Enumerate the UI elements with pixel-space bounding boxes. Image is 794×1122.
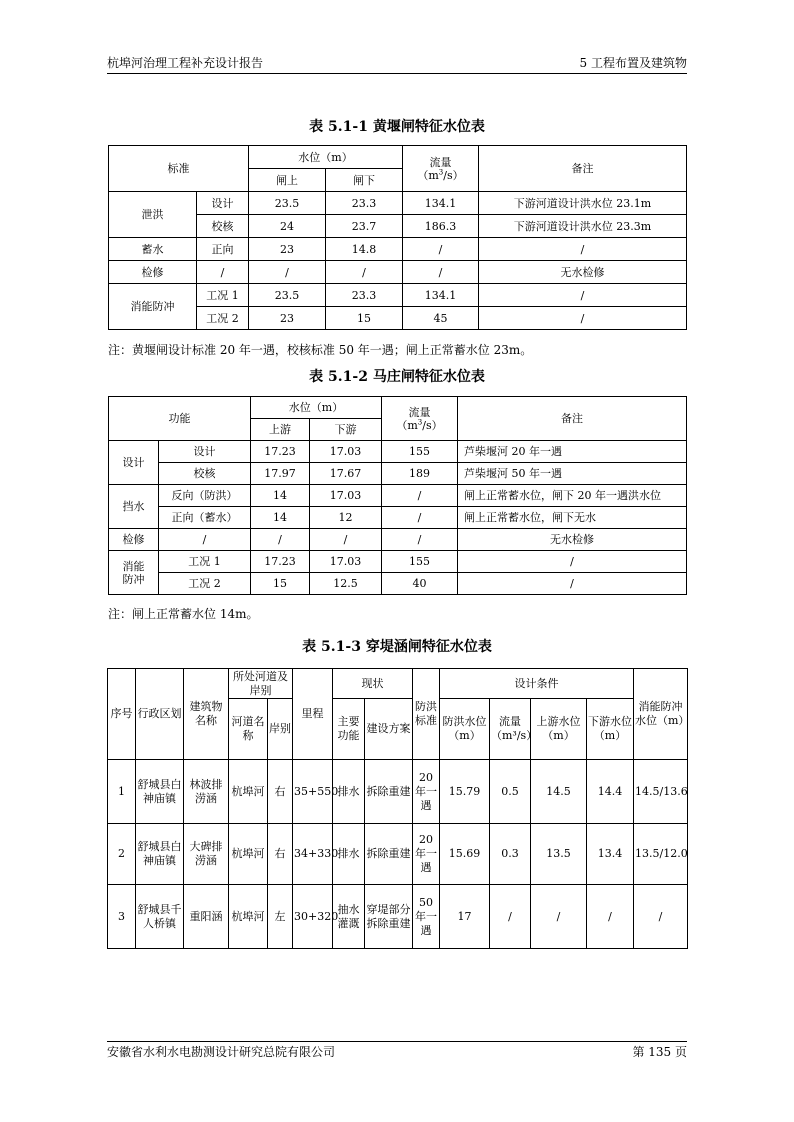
group-label: 消能防冲: [109, 284, 197, 330]
cell: 15.79: [440, 760, 490, 824]
header-flow: 流量（m³/s）: [490, 699, 531, 760]
cell: 闸上正常蓄水位，闸下 20 年一遇洪水位: [458, 485, 687, 507]
cell: 14: [251, 485, 310, 507]
cell: 45: [403, 307, 479, 330]
header-function: 功能: [109, 397, 251, 441]
table-mazhuang-sluice: [108, 396, 687, 595]
cell: 工况 2: [197, 307, 249, 330]
cell: 穿堤部分拆除重建: [365, 885, 413, 949]
group-label: 设计: [109, 441, 159, 485]
cell: 右: [268, 760, 293, 824]
cell: 舒城县白神庙镇: [136, 760, 184, 824]
cell: 工况 1: [159, 551, 251, 573]
header-standard: 标准: [109, 146, 249, 192]
header-flow: 流量 $(m^3/s)$: [403, 146, 479, 192]
cell: 15: [326, 307, 403, 330]
cell: /: [382, 529, 458, 551]
header-downstream: 下游: [310, 419, 382, 441]
cell: 23.7: [326, 215, 403, 238]
cell: 20年一遇: [413, 824, 440, 885]
cell: 芦柴堰河 20 年一遇: [458, 441, 687, 463]
cell: 17.03: [310, 551, 382, 573]
cell: 15: [251, 573, 310, 595]
cell: 40: [382, 573, 458, 595]
group-label: 检修: [109, 529, 159, 551]
cell: 134.1: [403, 192, 479, 215]
cell: 23: [249, 238, 326, 261]
cell: 17.23: [251, 551, 310, 573]
cell: 2: [108, 824, 136, 885]
header-bank: 岸别: [268, 699, 293, 760]
organization-name: 安徽省水利水电勘测设计研究总院有限公司: [107, 1045, 336, 1059]
header-up-level: 上游水位（m）: [531, 699, 587, 760]
table-row: [109, 441, 687, 463]
table2-note: 注：闸上正常蓄水位 14m。: [108, 607, 259, 621]
table-row: [108, 824, 688, 885]
cell: 155: [382, 551, 458, 573]
cell: /: [310, 529, 382, 551]
report-title: 杭埠河治理工程补充设计报告: [107, 56, 264, 70]
cell: /: [458, 551, 687, 573]
group-label: 蓄水: [109, 238, 197, 261]
header-downstream: 闸下: [326, 169, 403, 192]
cell: /: [531, 885, 587, 949]
cell: /: [159, 529, 251, 551]
table1-title: 表 5.1-1 黄堰闸特征水位表: [309, 119, 485, 135]
cell: /: [479, 238, 687, 261]
header-river: 河道名称: [229, 699, 268, 760]
header-river-group: 所处河道及岸别: [229, 669, 293, 699]
group-label: 检修: [109, 261, 197, 284]
header-plan: 建设方案: [365, 699, 413, 760]
cell: 0.5: [490, 760, 531, 824]
cell: /: [479, 284, 687, 307]
table-row: [109, 529, 687, 551]
cell: 13.5/12.0: [634, 824, 688, 885]
cell: 抽水灌溉: [333, 885, 365, 949]
cell: 14.8: [326, 238, 403, 261]
group-label: 消能 防冲: [109, 551, 159, 595]
cell: /: [403, 261, 479, 284]
cell: /: [490, 885, 531, 949]
cell: 拆除重建: [365, 824, 413, 885]
table1-note: 注：黄堰闸设计标准 20 年一遇，校核标准 50 年一遇；闸上正常蓄水位 23m。: [108, 343, 533, 357]
cell: 拆除重建: [365, 760, 413, 824]
table-row: [109, 192, 687, 215]
cell: 30+320: [293, 885, 333, 949]
cell: 无水检修: [479, 261, 687, 284]
cell: 重阳涵: [184, 885, 229, 949]
cell: 下游河道设计洪水位 23.1m: [479, 192, 687, 215]
header-building: 建筑物名称: [184, 669, 229, 760]
cell: 186.3: [403, 215, 479, 238]
cell: /: [326, 261, 403, 284]
header-upstream: 闸上: [249, 169, 326, 192]
cell: 左: [268, 885, 293, 949]
cell: /: [251, 529, 310, 551]
header-mileage: 里程: [293, 669, 333, 760]
cell: 17.03: [310, 441, 382, 463]
header-down-level: 下游水位（m）: [587, 699, 634, 760]
cell: 189: [382, 463, 458, 485]
cell: 17.23: [251, 441, 310, 463]
cell: /: [382, 485, 458, 507]
cell: 正向（蓄水）: [159, 507, 251, 529]
cell: 14.4: [587, 760, 634, 824]
table-row: [109, 485, 687, 507]
cell: 50年一遇: [413, 885, 440, 949]
table-row: [109, 284, 687, 307]
cell: /: [403, 238, 479, 261]
cell: 舒城县千人桥镇: [136, 885, 184, 949]
header-note: 备注: [458, 397, 687, 441]
cell: 23: [249, 307, 326, 330]
cell: 20年一遇: [413, 760, 440, 824]
header-status: 现状: [333, 669, 413, 699]
cell: 舒城县白神庙镇: [136, 824, 184, 885]
table-culvert-sluices: [107, 668, 688, 949]
cell: /: [479, 307, 687, 330]
cell: 下游河道设计洪水位 23.3m: [479, 215, 687, 238]
table-row: [109, 463, 687, 485]
header-water-level: 水位（m）: [249, 146, 403, 169]
header-flow: 流量 $(m^3/s)$: [382, 397, 458, 441]
cell: 右: [268, 824, 293, 885]
cell: 校核: [159, 463, 251, 485]
cell: 3: [108, 885, 136, 949]
table-row: [109, 573, 687, 595]
header-design: 设计条件: [440, 669, 634, 699]
table-row: [108, 760, 688, 824]
table-row: [108, 885, 688, 949]
cell: 155: [382, 441, 458, 463]
table-row: [109, 238, 687, 261]
cell: 12.5: [310, 573, 382, 595]
cell: /: [382, 507, 458, 529]
cell: 35+550: [293, 760, 333, 824]
cell: 设计: [159, 441, 251, 463]
cell: 17.97: [251, 463, 310, 485]
cell: 闸上正常蓄水位，闸下无水: [458, 507, 687, 529]
header-function: 主要功能: [333, 699, 365, 760]
cell: /: [634, 885, 688, 949]
header-upstream: 上游: [251, 419, 310, 441]
page-number: 第 135 页: [632, 1045, 687, 1059]
cell: 排水: [333, 824, 365, 885]
header-seq: 序号: [108, 669, 136, 760]
cell: 1: [108, 760, 136, 824]
table-row: [109, 551, 687, 573]
cell: 14.5/13.6: [634, 760, 688, 824]
table3-title: 表 5.1-3 穿堤涵闸特征水位表: [302, 639, 492, 655]
cell: /: [249, 261, 326, 284]
cell: 杭埠河: [229, 824, 268, 885]
cell: 23.3: [326, 192, 403, 215]
cell: /: [197, 261, 249, 284]
cell: 反向（防洪）: [159, 485, 251, 507]
cell: 工况 1: [197, 284, 249, 307]
header-note: 备注: [479, 146, 687, 192]
table-row: [109, 507, 687, 529]
cell: 13.5: [531, 824, 587, 885]
cell: 杭埠河: [229, 760, 268, 824]
chapter-title: 5 工程布置及建筑物: [579, 56, 687, 70]
cell: 14.5: [531, 760, 587, 824]
cell: 134.1: [403, 284, 479, 307]
footer-rule: [107, 1041, 687, 1042]
header-rule: [107, 73, 687, 74]
cell: 23.5: [249, 192, 326, 215]
table-huangyan-sluice: [108, 145, 687, 330]
cell: 大碑排涝涵: [184, 824, 229, 885]
cell: 芦柴堰河 50 年一遇: [458, 463, 687, 485]
header-water-level: 水位（m）: [251, 397, 382, 419]
cell: 校核: [197, 215, 249, 238]
header-standard: 防洪标准: [413, 669, 440, 760]
cell: 15.69: [440, 824, 490, 885]
cell: 杭埠河: [229, 885, 268, 949]
header-energy-level: 消能防冲水位（m）: [634, 669, 688, 760]
group-label: 泄洪: [109, 192, 197, 238]
cell: /: [458, 573, 687, 595]
cell: 设计: [197, 192, 249, 215]
table2-title: 表 5.1-2 马庄闸特征水位表: [309, 369, 485, 385]
header-district: 行政区划: [136, 669, 184, 760]
cell: 正向: [197, 238, 249, 261]
cell: 24: [249, 215, 326, 238]
cell: 林波排涝涵: [184, 760, 229, 824]
cell: 34+330: [293, 824, 333, 885]
cell: 17.67: [310, 463, 382, 485]
cell: 排水: [333, 760, 365, 824]
group-label: 挡水: [109, 485, 159, 529]
cell: 14: [251, 507, 310, 529]
cell: 23.5: [249, 284, 326, 307]
cell: 12: [310, 507, 382, 529]
cell: 17.03: [310, 485, 382, 507]
table-row: [109, 261, 687, 284]
cell: 无水检修: [458, 529, 687, 551]
header-flood-level: 防洪水位（m）: [440, 699, 490, 760]
cell: 0.3: [490, 824, 531, 885]
cell: 13.4: [587, 824, 634, 885]
cell: 工况 2: [159, 573, 251, 595]
cell: /: [587, 885, 634, 949]
cell: 17: [440, 885, 490, 949]
cell: 23.3: [326, 284, 403, 307]
